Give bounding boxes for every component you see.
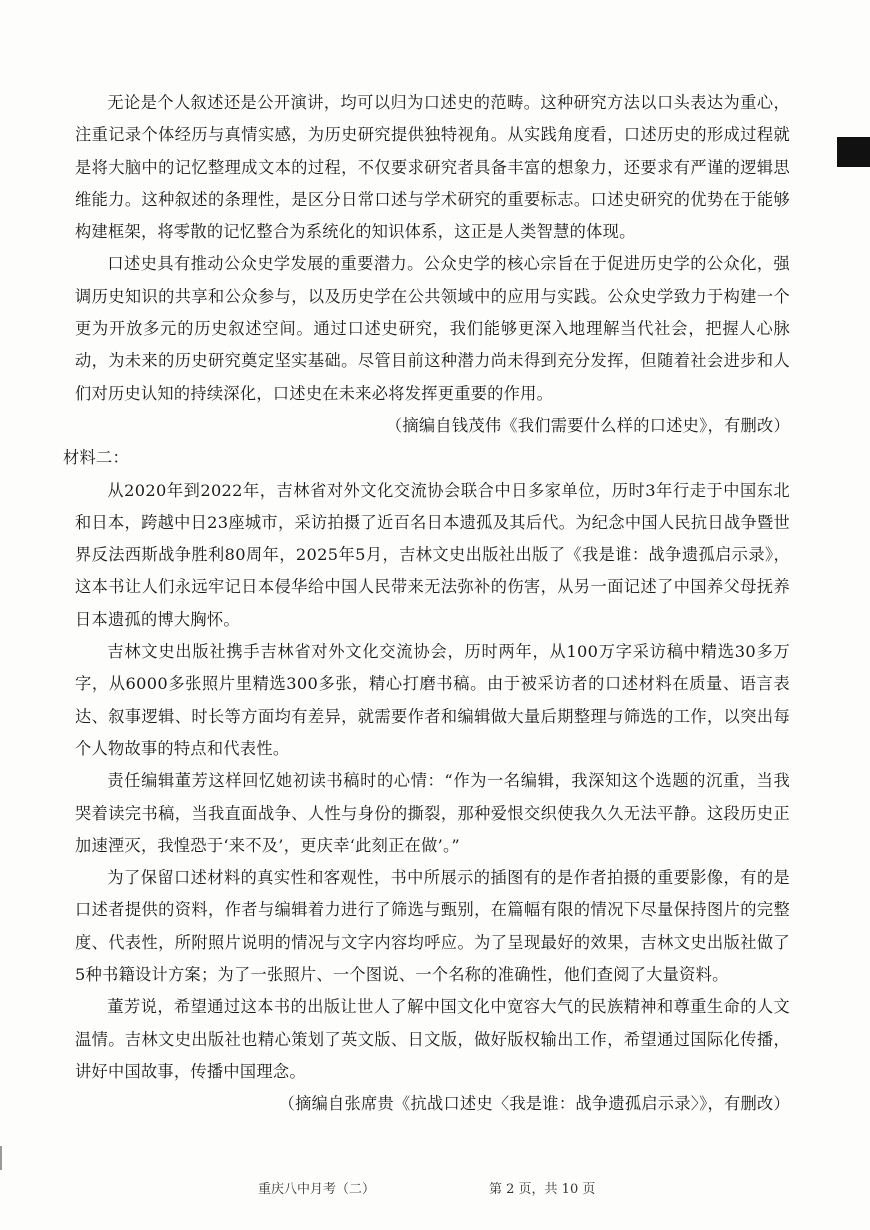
page-number: 第 2 页，共 10 页 xyxy=(489,1182,596,1197)
paragraph-book-background: 从2020年到2022年，吉林省对外文化交流协会联合中日多家单位，历时3年行走于中国东北和日本，跨越中日23座城市，采访拍摄了近百名日本遗孤及其后代。为纪念中国人民抗日战争暨世界反法西斯战争胜利80周年，2025年5月，吉林文史出版社出版了《我是谁：战争遗孤启示录》，这本书让人们永远牢记日本侵华给中国人民带来无法弥补的伤害，从另一面记述了中国养父母抚养日本遗孤的博大胸怀。 xyxy=(75,480,790,629)
exam-name: 重庆八中月考（二） xyxy=(258,1182,376,1197)
page-edge-marker xyxy=(837,137,870,167)
source-citation-1: （摘编自钱茂伟《我们需要什么样的口述史》，有删改） xyxy=(385,415,790,435)
article-body xyxy=(63,87,790,1121)
material-two-heading: 材料二： xyxy=(63,448,129,468)
scan-edge-mark xyxy=(0,1146,2,1170)
source-citation-2: （摘编自张席贵《抗战口述史〈我是谁：战争遗孤启示录〉》，有删改） xyxy=(278,1094,790,1114)
paragraph-public-history: 口述史具有推动公众史学发展的重要潜力。公众史学的核心宗旨在于促进历史学的公众化，强调历史知识的共享和公众参与，以及历史学在公共领域中的应用与实践。公众史学致力于构建一个更为开放多元的历史叙述空间。通过口述史研究，我们能够更深入地理解当代社会，把握人心脉动，为未来的历史研究奠定坚实基础。尽管目前这种潜力尚未得到充分发挥，但随着社会进步和人们对历史认知的持续深化，口述史在未来必将发挥更重要的作用。 xyxy=(75,254,790,403)
paragraph-oral-history-scope: 无论是个人叙述还是公开演讲，均可以归为口述史的范畴。这种研究方法以口头表达为重心，注重记录个体经历与真情实感，为历史研究提供独特视角。从实践角度看，口述历史的形成过程就是将大脑中的记忆整理成文本的过程，不仅要求研究者具备丰富的想象力，还要求有严谨的逻辑思维能力。这种叙述的条理性，是区分日常口述与学术研究的重要标志。口述史研究的优势在于能够构建框架，将零散的记忆整合为系统化的知识体系，这正是人类智慧的体现。 xyxy=(75,93,790,242)
paragraph-authenticity: 为了保留口述材料的真实性和客观性，书中所展示的插图有的是作者拍摄的重要影像，有的是口述者提供的资料，作者与编辑着力进行了筛选与甄别，在篇幅有限的情况下尽量保持图片的完整度、代表性，所附照片说明的情况与文字内容均呼应。为了呈现最好的效果，吉林文史出版社做了5种书籍设计方案；为了一张照片、一个图说、一个名称的准确性，他们查阅了大量资料。 xyxy=(75,868,790,985)
paragraph-editing-process: 吉林文史出版社携手吉林省对外文化交流协会，历时两年，从100万字采访稿中精选30多万字，从6000多张照片里精选300多张，精心打磨书稿。由于被采访者的口述材料在质量、语言表达、叙事逻辑、时长等方面均有差异，就需要作者和编辑做大量后期整理与筛选的工作，以突出每个人物故事的特点和代表性。 xyxy=(75,642,790,758)
paragraph-editor-quote: 责任编辑董芳这样回忆她初读书稿时的心情：“作为一名编辑，我深知这个选题的沉重，当我哭着读完书稿，当我直面战争、人性与身份的撕裂，那种爱恨交织使我久久无法平静。这段历史正加速湮灭，我惶恐于‘来不及’，更庆幸‘此刻正在做’。” xyxy=(75,771,790,855)
paragraph-international: 董芳说，希望通过这本书的出版让世人了解中国文化中宽容大气的民族精神和尊重生命的人文温情。吉林文史出版社也精心策划了英文版、日文版，做好版权输出工作，希望通过国际化传播，讲好中国故事，传播中国理念。 xyxy=(75,997,790,1081)
